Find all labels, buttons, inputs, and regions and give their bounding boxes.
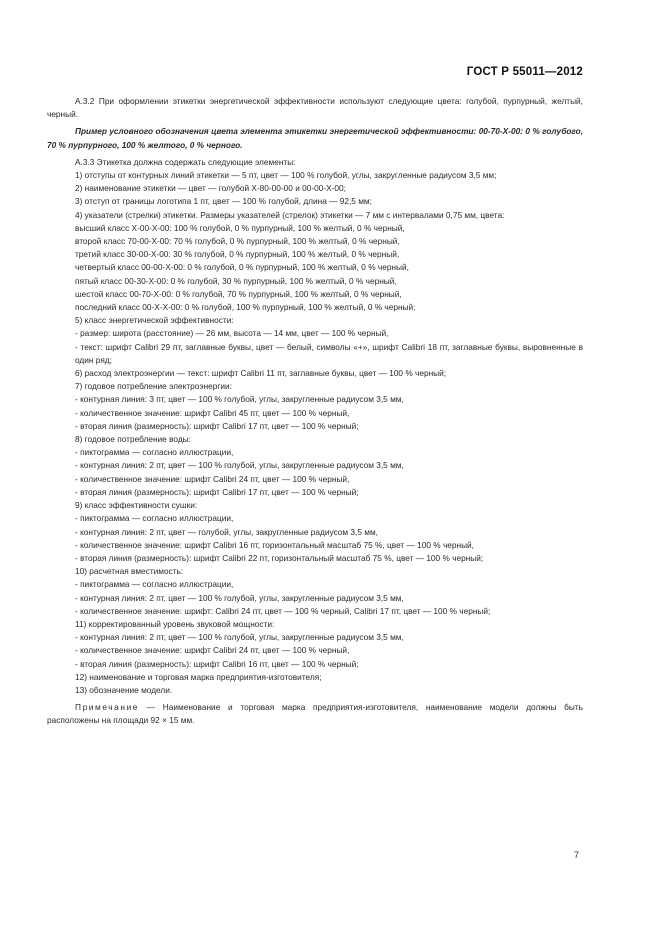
- list-line: - контурная линия: 2 пт, цвет — 100 % голубой, углы, закругленные радиусом 3,5 мм,: [75, 632, 404, 643]
- list-line: - количественное значение: шрифт Calibri 24 пт, цвет — 100 % черный,: [75, 473, 350, 484]
- list-line: шестой класс 00-70-Х-00: 0 % голубой, 70 % пурпурный, 100 % желтый, 0 % черный,: [75, 288, 402, 299]
- list-line: - контурная линия: 2 пт, цвет — 100 % голубой, углы, закругленные радиусом 3,5 мм,: [75, 592, 404, 603]
- list-line: - размер: широта (расстояние) — 26 мм, высота — 14 мм, цвет — 100 % черный,: [75, 328, 389, 339]
- list-line: 9) класс эффективности сушки:: [75, 500, 198, 511]
- list-line: - вторая линия (размерность): шрифт Calibri 16 пт, цвет — 100 % черный;: [75, 658, 359, 669]
- list-line: пятый класс 00-30-Х-00: 0 % голубой, 30 % пурпурный, 100 % желтый, 0 % черный,: [75, 275, 397, 286]
- list-line: - пиктограмма — согласно иллюстрации,: [75, 513, 234, 524]
- list-line: 6) расход электроэнергии — текст: шрифт Calibri 11 пт, заглавные буквы, цвет — 100 % черный;: [75, 368, 447, 379]
- list-line: - количественное значение: шрифт Calibri 16 пт, горизонтальный масштаб 75 %, цвет — 100 % черный,: [75, 539, 474, 550]
- list-line: 5) класс энергетической эффективности:: [75, 315, 234, 326]
- example-paragraph: Пример условного обозначения цвета элемента этикетки энергетической эффективности: 00-70-Х-00: 0 % голубого, 70 % пурпурного, 100 % желтого, 0 % черного.: [47, 126, 583, 150]
- list-line: 3) отступ от границы логотипа 1 пт, цвет — 100 % голубой, длина — 92,5 мм;: [75, 196, 372, 207]
- document-body: [47, 95, 583, 728]
- list-line: четвертый класс 00-00-Х-00: 0 % голубой, 0 % пурпурный, 100 % желтый, 0 % черный,: [75, 262, 409, 273]
- list-line: 7) годовое потребление электроэнергии:: [75, 381, 232, 392]
- list-line: - контурная линия: 2 пт, цвет — голубой, углы, закругленные радиусом 3,5 мм,: [75, 526, 378, 537]
- list-line: высший класс Х-00-Х-00: 100 % голубой, 0 % пурпурный, 100 % желтый, 0 % черный,: [75, 222, 405, 233]
- list-line: - количественное значение: шрифт: Calibri 24 пт, цвет — 100 % черный, Calibri 17 пт, цвет — 100 % черный;: [75, 605, 491, 616]
- page-number: 7: [573, 850, 579, 860]
- list-line: 4) указатели (стрелки) этикетки. Размеры указателей (стрелок) этикетки — 7 мм с интервалами 0,75 мм, цвета:: [75, 209, 505, 220]
- paragraph-a32: А.3.2 При оформлении этикетки энергетической эффективности используют следующие цвета: голубой, пурпурный, желтый, черный.: [47, 96, 583, 120]
- list-line: последний класс 00-Х-Х-00: 0 % голубой, 100 % пурпурный, 100 % желтый, 0 % черный;: [75, 302, 416, 313]
- list-line: - вторая линия (размерность): шрифт Calibri 17 пт, цвет — 100 % черный;: [75, 486, 359, 497]
- list-line: второй класс 70-00-Х-00: 70 % голубой, 0 % пурпурный, 100 % желтый, 0 % черный,: [75, 236, 400, 247]
- list-line: - количественное значение: шрифт Calibri 45 пт, цвет — 100 % черный,: [75, 407, 350, 418]
- list-line: - контурная линия: 2 пт, цвет — 100 % голубой, углы, закругленные радиусом 3,5 мм,: [75, 460, 404, 471]
- list-line: - контурная линия: 3 пт, цвет — 100 % голубой, углы, закругленные радиусом 3,5 мм,: [75, 394, 404, 405]
- list-line: 8) годовое потребление воды:: [75, 434, 191, 445]
- list-line: - вторая линия (размерность): шрифт Calibri 22 пт, горизонтальный масштаб 75 %, цвет — 100 % черный;: [75, 552, 484, 563]
- elements-list: [47, 156, 583, 697]
- note-label: Примечание: [75, 702, 140, 713]
- list-line: - количественное значение: шрифт Calibri 24 пт, цвет — 100 % черный,: [75, 645, 350, 656]
- list-line: 1) отступы от контурных линий этикетки — 5 пт, цвет — 100 % голубой, углы, закругленные радиусом 3,5 мм;: [75, 170, 497, 181]
- note-paragraph: [47, 701, 583, 727]
- note-text: — Наименование и торговая марка предприятия-изготовителя, наименование модели должны быть расположены на площади 92 × 15 мм.: [47, 702, 583, 726]
- list-line: - вторая линия (размерность): шрифт Calibri 17 пт, цвет — 100 % черный;: [75, 420, 359, 431]
- list-line: 2) наименование этикетки — цвет — голубой Х-80-00-00 и 00-00-Х-00;: [75, 183, 346, 194]
- list-line: третий класс 30-00-Х-00: 30 % голубой, 0 % пурпурный, 100 % желтый, 0 % черный,: [75, 249, 400, 260]
- list-line: 12) наименование и торговая марка предприятия-изготовителя;: [75, 671, 322, 682]
- list-line: А.3.3 Этикетка должна содержать следующие элементы:: [75, 156, 296, 167]
- list-line: 10) расчетная вместимость:: [75, 566, 184, 577]
- list-line: 11) корректированный уровень звуковой мощности:: [75, 618, 275, 629]
- document-header: ГОСТ Р 55011—2012: [466, 66, 583, 78]
- list-line: 13) обозначение модели.: [75, 684, 173, 695]
- list-line: - пиктограмма — согласно иллюстрации,: [75, 447, 234, 458]
- list-line: - пиктограмма — согласно иллюстрации,: [75, 579, 234, 590]
- list-line: - текст: шрифт Calibri 29 пт, заглавные буквы, цвет — белый, символы «+», шрифт Calibri 18 пт, заглавные буквы, выровненные в один ряд;: [75, 341, 583, 365]
